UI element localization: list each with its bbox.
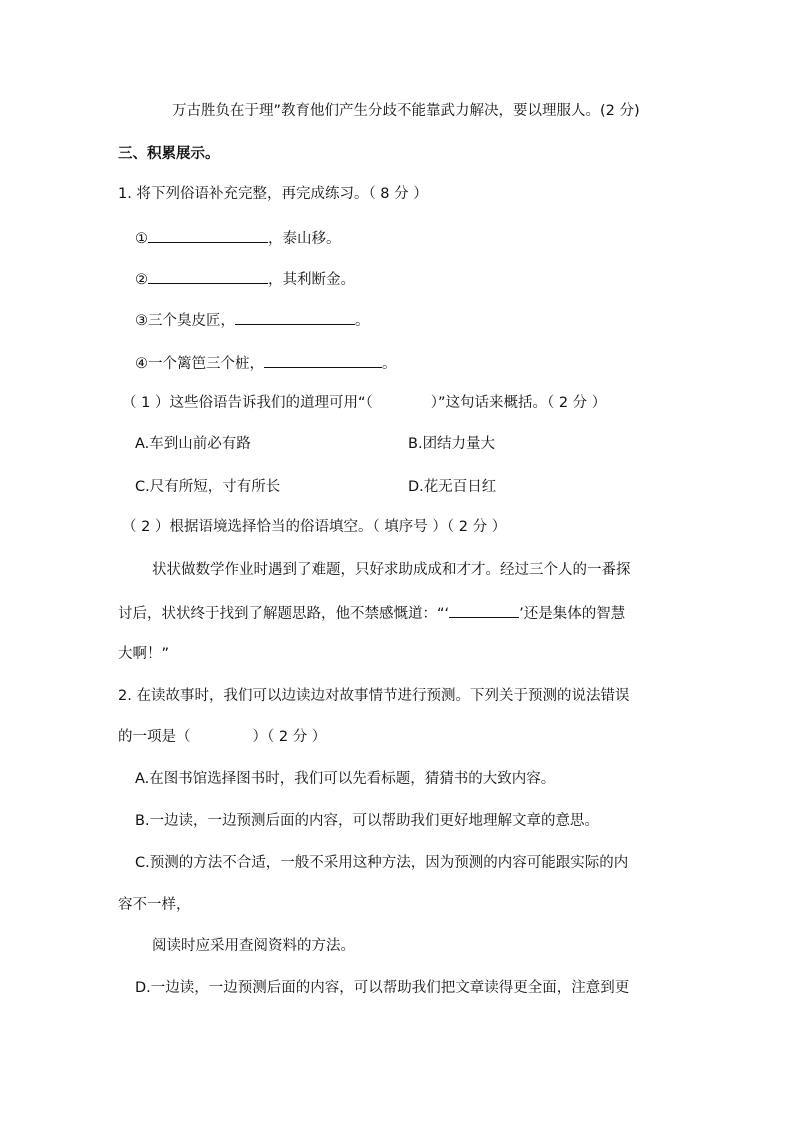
prompt-suffix: ）（ 2 分 ） — [252, 729, 327, 745]
option-c[interactable] — [135, 477, 280, 497]
option-text: 车到山前必有路 — [149, 436, 251, 452]
option-text: 一边读，一边预测后面的内容，可以帮助我们把文章读得更全面，注意到更 — [150, 980, 630, 996]
item-number: ③ — [135, 313, 148, 329]
option-label: D. — [135, 980, 151, 996]
item-number: ① — [135, 231, 148, 247]
option-text: 花无百日红 — [423, 479, 497, 495]
q1-sub2-title: （ 2 ）根据语境选择恰当的俗语填空。（ 填序号 ）（ 2 分 ） — [122, 519, 507, 535]
q2-title: 2. 在读故事时，我们可以边读边对故事情节进行预测。下列关于预测的说法错误 — [118, 688, 630, 704]
intro-line: 万古胜负在于理”教育他们产生分歧不能靠武力解决，要以理服人。(2 分) — [172, 103, 640, 119]
option-label: C. — [135, 479, 150, 495]
option-label: C. — [135, 855, 150, 871]
q1-title: 1. 将下列俗语补充完整，再完成练习。（ 8 分 ） — [118, 186, 428, 202]
option-text: 一边读，一边预测后面的内容，可以帮助我们更好地理解文章的意思。 — [149, 813, 600, 829]
item-number: ② — [135, 272, 148, 288]
q2-option-b[interactable] — [135, 811, 599, 831]
answer-blank[interactable] — [235, 309, 355, 325]
answer-blank[interactable] — [264, 352, 382, 368]
option-label: B. — [408, 436, 423, 452]
answer-blank[interactable] — [148, 227, 268, 243]
paragraph-text: ’还是集体的智慧 — [519, 606, 626, 622]
item-text: ，泰山移。 — [268, 231, 341, 247]
item-text: ，其利断金。 — [268, 272, 355, 288]
q1-sub1-prompt — [122, 393, 606, 413]
paragraph-text: 讨后，状状终于找到了解题思路，他不禁感慨道：“‘ — [118, 606, 450, 622]
q2-title-cont — [118, 727, 326, 747]
section-title: 三、积累展示。 — [118, 146, 220, 162]
q1-item-2 — [135, 268, 355, 290]
q1-item-3 — [135, 309, 370, 331]
prompt-prefix: 的一项是（ — [118, 729, 191, 745]
prompt-suffix: ）”这句话来概括。（ 2 分 ） — [430, 395, 607, 411]
paragraph-line: 大啊！” — [118, 646, 170, 662]
option-text: 团结力量大 — [422, 436, 496, 452]
option-text: 预测的方法不合适，一般不采用这种方法，因为预测的内容可能跟实际的内 — [149, 855, 629, 871]
q2-option-c-cont: 阅读时应采用查阅资料的方法。 — [152, 938, 355, 954]
option-d[interactable] — [408, 477, 496, 497]
item-text: 三个臭皮匠， — [148, 313, 235, 329]
option-label: A. — [135, 436, 150, 452]
item-number: ④ — [135, 356, 148, 372]
answer-blank[interactable] — [449, 602, 519, 618]
q2-option-c-cont: 容不一样， — [118, 897, 191, 913]
q2-option-c[interactable] — [135, 853, 628, 873]
q2-option-d[interactable] — [135, 978, 629, 998]
item-text: 一个篱笆三个桩， — [148, 356, 264, 372]
q1-item-1 — [135, 227, 341, 249]
item-text: 。 — [355, 313, 370, 329]
item-text: 。 — [382, 356, 397, 372]
answer-blank[interactable] — [148, 268, 268, 284]
option-b[interactable] — [408, 434, 495, 454]
paragraph-line: 状状做数学作业时遇到了难题，只好求助成成和才才。经过三个人的一番探 — [152, 562, 631, 578]
option-label: B. — [135, 813, 150, 829]
q2-option-a[interactable] — [135, 769, 555, 789]
q1-item-4 — [135, 352, 397, 374]
option-label: D. — [408, 479, 424, 495]
option-a[interactable] — [135, 434, 251, 454]
option-label: A. — [135, 771, 150, 787]
option-text: 尺有所短，寸有所长 — [149, 479, 281, 495]
prompt-prefix: （ 1 ）这些俗语告诉我们的道理可用“（ — [122, 395, 373, 411]
option-text: 在图书馆选择图书时，我们可以先看标题，猜猜书的大致内容。 — [149, 771, 556, 787]
paragraph-line — [118, 602, 625, 624]
